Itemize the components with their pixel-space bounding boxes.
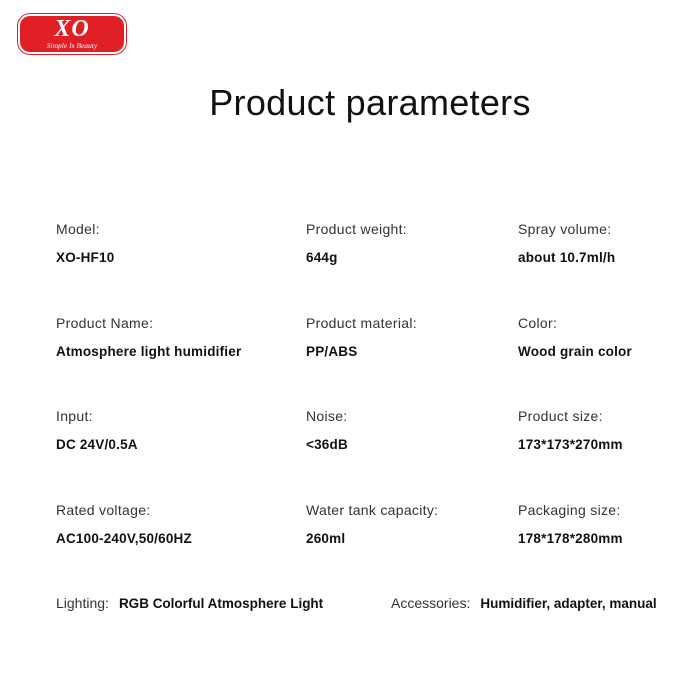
param-value: DC 24V/0.5A <box>56 437 138 452</box>
param-label: Spray volume: <box>518 221 612 237</box>
param-value: 644g <box>306 250 338 265</box>
param-spray-volume <box>518 221 700 265</box>
param-label: Packaging size: <box>518 502 621 518</box>
param-value: <36dB <box>306 437 348 452</box>
param-label: Rated voltage: <box>56 502 151 518</box>
param-value: Atmosphere light humidifier <box>56 344 242 359</box>
param-lighting <box>56 595 323 611</box>
param-value: RGB Colorful Atmosphere Light <box>118 596 324 611</box>
param-label: Lighting: <box>56 595 109 611</box>
param-accessories <box>391 595 657 611</box>
param-value: PP/ABS <box>306 344 358 359</box>
param-label: Input: <box>56 408 93 424</box>
param-packaging-size <box>518 502 700 546</box>
param-rated-voltage <box>56 502 276 546</box>
param-value: about 10.7ml/h <box>518 250 616 265</box>
param-product-weight <box>306 221 526 265</box>
logo-mark: XO <box>54 16 90 42</box>
param-value: XO-HF10 <box>56 250 115 265</box>
param-value: 260ml <box>306 531 346 546</box>
param-label: Product weight: <box>306 221 407 237</box>
param-product-size <box>518 408 700 452</box>
param-label: Product Name: <box>56 315 154 331</box>
param-product-material <box>306 315 526 359</box>
param-label: Color: <box>518 315 558 331</box>
logo-tagline: Simple Is Beauty <box>46 41 98 50</box>
param-value: AC100-240V,50/60HZ <box>56 531 192 546</box>
param-label: Water tank capacity: <box>306 502 439 518</box>
param-water-tank-capacity <box>306 502 526 546</box>
param-value: Wood grain color <box>518 344 632 359</box>
param-model <box>56 221 276 265</box>
param-label: Model: <box>56 221 100 237</box>
param-noise <box>306 408 526 452</box>
brand-logo <box>18 14 126 54</box>
page-title: Product parameters <box>209 82 531 123</box>
param-label: Noise: <box>306 408 348 424</box>
param-product-name <box>56 315 276 359</box>
param-label: Accessories: <box>391 595 471 611</box>
param-label: Product material: <box>306 315 417 331</box>
param-color <box>518 315 700 359</box>
param-value: Humidifier, adapter, manual <box>480 596 657 611</box>
param-input <box>56 408 276 452</box>
param-value: 173*173*270mm <box>518 437 623 452</box>
param-value: 178*178*280mm <box>518 531 623 546</box>
param-label: Product size: <box>518 408 603 424</box>
